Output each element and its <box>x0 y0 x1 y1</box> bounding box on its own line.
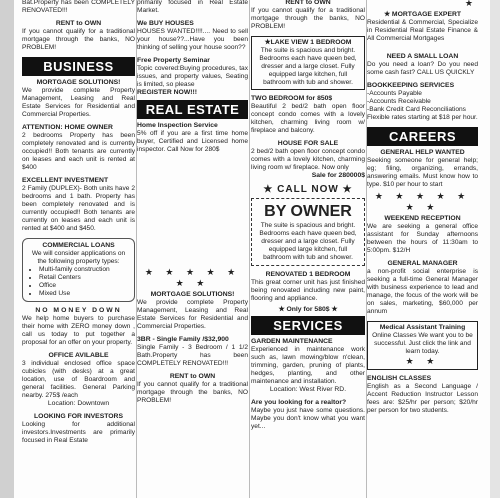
column-divider <box>249 0 250 498</box>
ad-box-medical-assistant <box>367 321 478 370</box>
ad-text-two-bedroom: Beautiful 2 bed/2 bath open floor concept condo comes with a lovely kitchen, charming living room w/ fireplace and balcony. <box>251 103 365 134</box>
ad-title-looking-for-realtor: Are you looking for a realtor? <box>251 399 347 406</box>
ad-title-small-loan: NEED A SMALL LOAN <box>386 53 459 60</box>
star-divider: ★ ★ ★ ★ ★ ★ ★ <box>374 191 471 212</box>
ad-text-rent-to-own: If you cannot qualify for a traditional mortgage through the banks, NO PROBLEM! <box>251 7 365 30</box>
ad-title-lake-view: ★LAKE VIEW 1 BEDROOM <box>264 39 352 46</box>
right-edge-strip <box>490 0 500 498</box>
ad-text-rent-to-own: If you cannot qualify for a traditional mortgage through the banks, NO PROBLEM! <box>137 381 248 404</box>
bookkeeping-item: -Accounts Receivable <box>367 98 431 105</box>
ad-text-garden-maintenance: Experienced in maintenance work such as, lawn mowing/blow n'clean, trimming, garden, pruning of plants, hedges, planting, and other maintenance and installation. <box>251 346 365 385</box>
ad-text-general-manager: a non-profit social enterprise is seeking a full-time General Manager with business experience to lead and manage, the focus of the work will be on sales, marketing, $60,000 per annum <box>367 268 478 315</box>
ad-title-home-inspection: Home Inspection Service <box>137 122 218 129</box>
star-divider: ★ ★ ★ ★ ★ ★ ★ <box>144 267 241 288</box>
ad-text-we-buy-houses: HOUSES WANTED!!!!.... Need to sell your house??...Have you been thinking of selling your house soon?? <box>137 28 248 51</box>
column-2 <box>137 0 248 498</box>
ad-text-by-owner: The suite is spacious and bright. Bedrooms each have queen bed, dresser and a large closet. Fully equipped large kitchen, full bathroom with tub and shower. <box>259 222 357 261</box>
ad-location-garden: Location: West River RD. <box>269 386 347 393</box>
ad-title-mortgage-solutions: MORTGAGE SOLUTIONS! <box>150 291 235 298</box>
commercial-loans-list <box>27 266 130 298</box>
column-4 <box>367 0 478 498</box>
ad-text-rent-to-own: If you cannot qualify for a traditional mortgage through the banks, NO PROBLEM! <box>22 28 135 51</box>
ad-text-commercial-loans: We will consider applications on the following property types: <box>31 250 126 265</box>
list-item: • Mixed Use <box>39 290 130 298</box>
ad-title-free-property-seminar: Free Property Seminar <box>137 57 210 64</box>
list-item: • Office <box>39 282 130 290</box>
ad-title-by-owner: BY OWNER <box>264 203 352 220</box>
list-item: • Multi-family construction <box>39 266 130 274</box>
ad-text-renovated-1-bedroom: This great corner unit has just finished being renovated including new paint, flooring and appliance. <box>251 279 365 302</box>
ad-text-english-classes: English as a Second Language / Accent Reduction Instructor Lesson fees are: $25/hr per person; $20/hr per person for two students. <box>367 383 478 414</box>
section-banner-services: SERVICES <box>251 316 365 335</box>
bookkeeping-item: -Bank Credit Card Reconciliations <box>367 106 466 113</box>
ad-title-commercial-loans: COMMERCIAL LOANS <box>42 242 115 249</box>
left-edge-strip <box>0 0 14 498</box>
ad-price-renovated-1-bedroom: ★ Only for 580$ ★ <box>278 306 338 313</box>
ad-price-house-for-sale: Sale for 280000$ <box>311 172 365 179</box>
ad-text-free-property-seminar: Topic covered:Buying procedures, tax issues, and property values, Seating is limited, so please <box>137 65 248 88</box>
ad-title-excellent-investment: EXCELLENT INVESTMENT <box>22 177 109 184</box>
ad-text-no-money-down: We help home buyers to purchase their home with ZERO money down , call us today to put together a proposal for an offer on your property. <box>22 315 135 346</box>
ad-box-commercial-loans <box>22 238 135 302</box>
ad-text-looking-for-investors: Looking for additional investors.Investments are primarily focused in Real Estate <box>22 421 135 444</box>
ad-text-small-loan: Do you need a loan? Do you need some cash fast? CALL US QUICKLY <box>367 61 478 76</box>
ad-text-general-help: Seeking someone for general help; eg; filing, organizing, errands, answering emails. Must know how to type. $10 per hour to start <box>367 157 478 188</box>
ad-title-3br-single-family: 3BR - Single Family /$32,900 <box>137 336 229 343</box>
ad-tail-text: Bat.Property has been COMPLETELY RENOVATED!!! <box>22 0 135 14</box>
bookkeeping-item: -Accounts Payable <box>367 90 422 97</box>
ad-text-mortgage-solutions: We provide complete Property Management, Leasing and Real Estate Services for Residential and Commercial Properties. <box>22 87 135 118</box>
ad-box-lake-view <box>251 36 365 90</box>
ad-title-bookkeeping: BOOKKEEPING SERVICES <box>367 82 455 89</box>
ad-title-two-bedroom: TWO BEDROOM for 850$ <box>251 95 333 102</box>
ad-title-no-money-down: NO MONEY DOWN <box>35 307 122 314</box>
ad-title-rent-to-own: RENT to OWN <box>55 20 102 27</box>
ad-title-medical-assistant: Medical Assistant Training <box>379 324 466 331</box>
ad-cta-register-now: REGISTER NOW!!! <box>137 89 198 96</box>
column-3 <box>251 0 365 498</box>
ad-text-lake-view: The suite is spacious and bright. Bedrooms each have queen bed, dresser and a large closet. Fully equipped large kitchen, full bathroom with tub and shower. <box>259 47 357 86</box>
ad-location-office: Location: Downtown <box>47 400 110 407</box>
ad-text-mortgage-solutions: We provide complete Property Management, Leasing and Real Estate Services for Residential and Commercial Properties. <box>137 299 248 330</box>
ad-text-3br-single-family: Single Family - 3 Bedroom / 1 1/2 Bath.Property has been COMPLETELY RENOVATED!!! <box>137 344 248 367</box>
ad-title-english-classes: ENGLISH CLASSES <box>367 375 432 382</box>
star-divider: ★ ★ <box>405 356 440 366</box>
ad-title-garden-maintenance: GARDEN MAINTENANCE <box>251 338 333 345</box>
blank-ad-space <box>137 162 248 265</box>
call-now-label: ★ CALL NOW ★ <box>263 184 353 195</box>
ad-text-medical-assistant: Online Classes We want you to be successful. Just click the link and learn today. <box>372 332 473 355</box>
ad-title-looking-for-investors: LOOKING FOR INVESTORS <box>34 413 123 420</box>
ad-title-rent-to-own: RENT to OWN <box>169 373 216 380</box>
ad-title-house-for-sale: HOUSE FOR SALE <box>277 140 339 147</box>
ad-text-weekend-reception: We are seeking a general office assistant for Sunday afternoons between the hours of 11:30am to 5:00pm. $12/H <box>367 223 478 254</box>
ad-text-bookkeeping: Flexible rates starting at $18 per hour. <box>367 114 478 121</box>
star-divider: ★ <box>464 0 478 8</box>
section-banner-real-estate: REAL ESTATE <box>137 100 248 119</box>
ad-title-mortgage-expert: ★ MORTGAGE EXPERT <box>383 11 462 18</box>
ad-title-rent-to-own: RENT to OWN <box>285 0 331 6</box>
ad-box-by-owner <box>251 198 365 266</box>
section-banner-careers: CAREERS <box>367 127 478 146</box>
ad-title-we-buy-houses: We BUY HOUSES <box>137 20 194 27</box>
list-item: • Retail Centers <box>39 274 130 282</box>
ad-title-attention-home-owner: ATTENTION: HOME OWNER <box>22 124 113 131</box>
ad-text-house-for-sale: 2 bed/2 bath open floor concept condo comes with a lovely kitchen, charming living room w/ fireplace. Now only <box>251 148 365 171</box>
ad-title-general-manager: GENERAL MANAGER <box>387 260 458 267</box>
ad-text-home-inspection: 5% off if you are a first time home buyer, Certified and Licensed home inspector. Call Now for 280$ <box>137 130 248 153</box>
ad-title-office-available: OFFICE AVILABLE <box>48 352 109 359</box>
ad-tail-text: primarily focused in Real Estate Market. <box>137 0 248 14</box>
ad-text-office-available: 3 individual enclosed office space cubicles (with desks) at a great location, use of Boardroom and general facilities. General Parking nearby. 275$ /each <box>22 360 135 399</box>
ad-text-attention-home-owner: 2 bedrooms Property has been completely renovated and is currently occupied!! Both tenants are currently on leases and each unit is rented at $400 <box>22 132 135 171</box>
ad-title-general-help: GENERAL HELP WANTED <box>380 149 465 156</box>
ad-title-mortgage-solutions: MORTGAGE SOLUTIONS! <box>36 79 121 86</box>
ad-text-mortgage-expert: Residential & Commercial, Specialize in Residential Real Estate Finance & All Commercial Mortgages <box>367 19 478 42</box>
ad-title-renovated-1-bedroom: RENOVATED 1 BEDROOM <box>265 271 351 278</box>
column-1 <box>22 0 135 498</box>
ad-text-excellent-investment: 2 Family (DUPLEX)- Both units have 2 bedrooms and 1 bath. Property has been completely renovated and is currently occupied!! Both tenants are currently on leases and each unit is rented at $400 and $450. <box>22 185 135 232</box>
section-banner-business: BUSINESS <box>22 57 135 76</box>
ad-title-weekend-reception: WEEKEND RECEPTION <box>384 215 461 222</box>
ad-text-looking-for-realtor: Maybe you just have some questions. Maybe you don't know what you want yet... <box>251 407 365 430</box>
